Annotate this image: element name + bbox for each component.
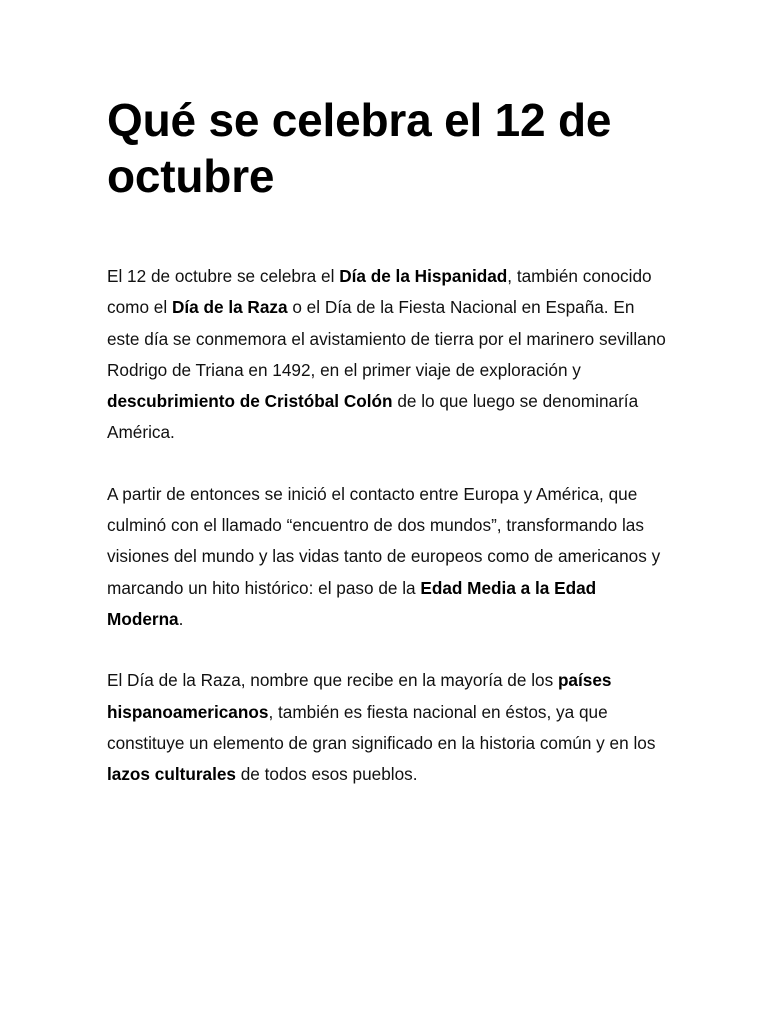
text-segment: El Día de la Raza, nombre que recibe en la mayoría de los (107, 670, 558, 691)
bold-term-edad-media-moderna: Edad Media a la Edad Moderna (107, 577, 597, 629)
page-title: Qué se celebra el 12 de octubre (107, 94, 612, 202)
document-page (107, 92, 667, 820)
bold-term-dia-de-la-hispanidad: Día de la Hispanidad (339, 266, 508, 286)
paragraph-3 (107, 665, 667, 790)
text-segment: de lo que luego se denominaría América. (107, 391, 639, 443)
document-body (107, 261, 667, 790)
bold-term-paises-hispanoamericanos: países hispanoamericanos (107, 670, 612, 722)
paragraph-2 (107, 479, 667, 635)
text-segment: , también conocido como el (107, 266, 652, 318)
bold-term-descubrimiento: descubrimiento de Cristóbal Colón (107, 391, 393, 412)
text-segment: , también es fiesta nacional en éstos, ya que constituye un elemento de gran significado en la historia común y en los (107, 701, 656, 753)
text-segment: El 12 de octubre se celebra el (107, 266, 340, 286)
bold-term-dia-de-la-raza: Día de la Raza (171, 297, 288, 318)
text-segment: A partir de entonces se inició el contacto entre Europa y América, que culminó con el llamado “encuentro de dos mundos”, transformando las visiones del mundo y las vidas tanto de europeos como de americanos y marcando un hito histórico: el paso de la (107, 483, 661, 598)
text-segment: . (178, 608, 184, 629)
text-segment: o el Día de la Fiesta Nacional en España. En este día se conmemora el avistamiento de tierra por el marinero sevillano Rodrigo de Triana en 1492, en el primer viaje de exploración y (107, 297, 666, 380)
bold-term-lazos-culturales: lazos culturales (107, 764, 236, 785)
text-segment: de todos esos pueblos. (235, 764, 418, 785)
paragraph-1 (107, 261, 667, 449)
